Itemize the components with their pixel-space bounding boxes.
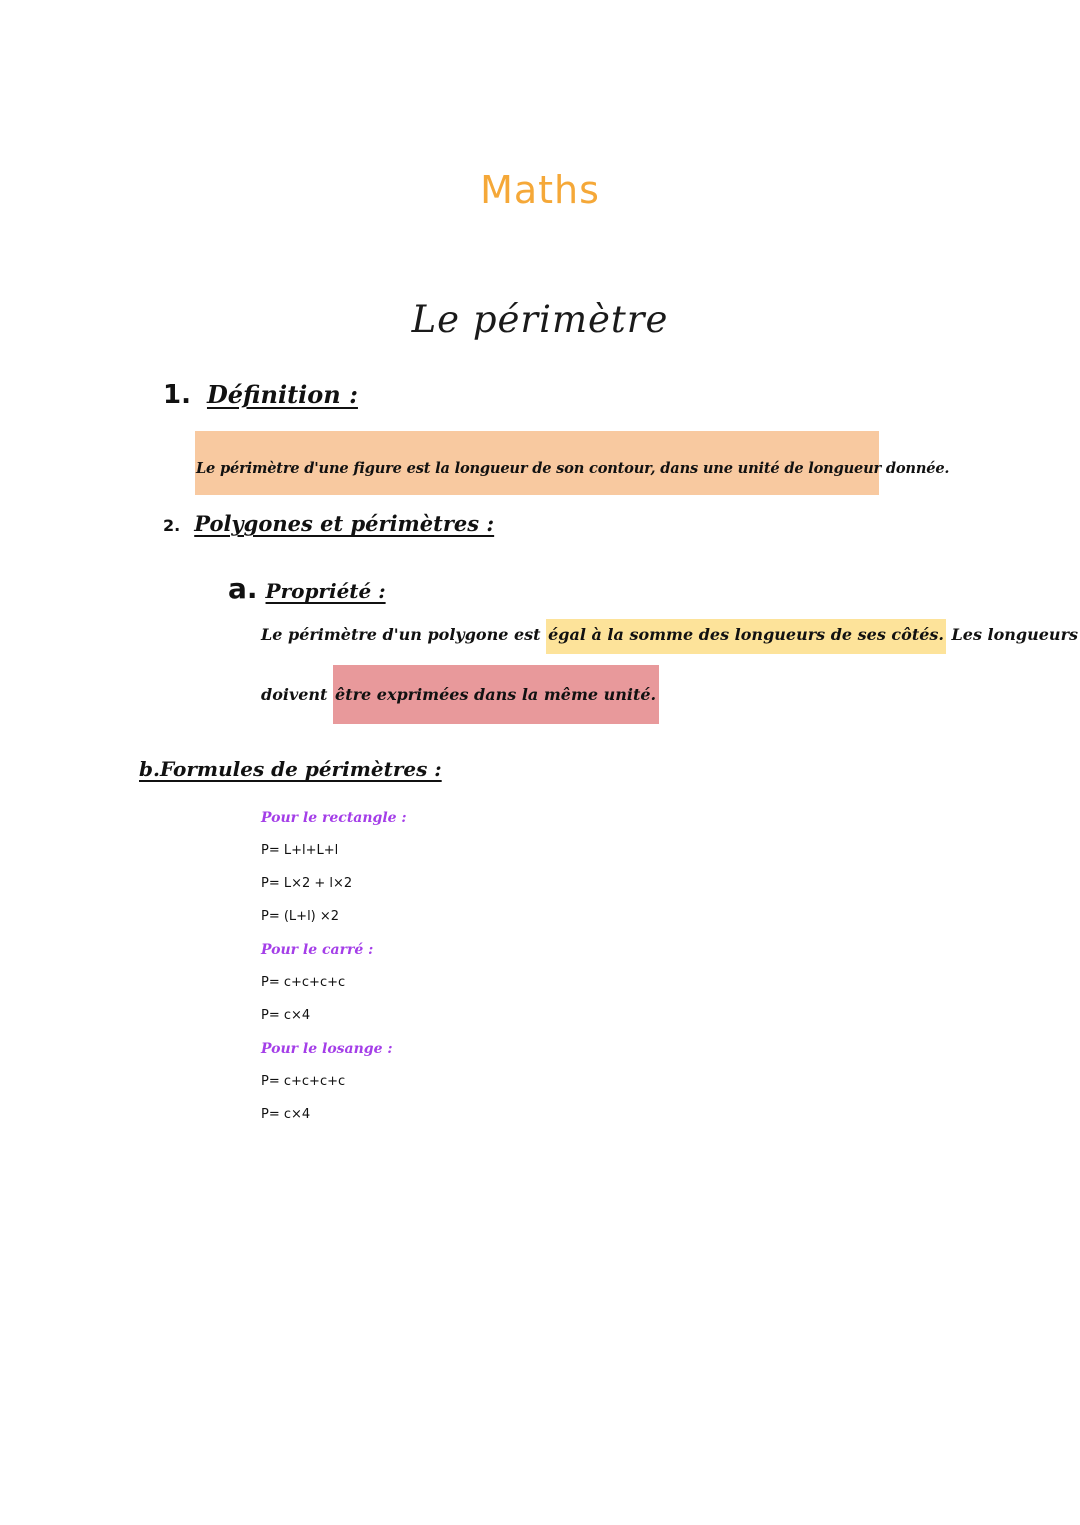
section-label: Définition : (206, 380, 358, 409)
subsection-formulas-heading: b.Formules de périmètres : (139, 757, 442, 781)
section-number: 2. (163, 516, 181, 535)
formula-equation: P= L+l+L+l (261, 843, 339, 858)
subject-title: Maths (480, 168, 600, 212)
formula-heading: Pour le carré : (261, 942, 374, 958)
page-title: Le périmètre (411, 298, 669, 341)
property-text: Le périmètre d'un polygone est (261, 625, 547, 644)
subsection-letter: a. (228, 572, 258, 605)
formula-equation: P= (L+l) ×2 (261, 909, 340, 924)
section-definition-heading (163, 380, 358, 410)
section-polygons-heading (163, 511, 494, 536)
formula-heading: Pour le rectangle : (261, 810, 407, 826)
formula-equation: P= c+c+c+c (261, 1074, 346, 1089)
subsection-label: Propriété : (265, 579, 386, 603)
section-number: 1. (163, 380, 191, 410)
property-line-2 (261, 685, 659, 704)
property-text: doivent (261, 685, 334, 704)
definition-text: Le périmètre d'une figure est la longueur de son contour, dans une unité de longueur donnée. (196, 460, 950, 477)
formula-equation: P= c+c+c+c (261, 975, 346, 990)
formula-equation: P= c×4 (261, 1107, 311, 1122)
formula-heading: Pour le losange : (261, 1041, 393, 1057)
subsection-property-heading (228, 572, 386, 605)
formula-equation: P= L×2 + l×2 (261, 876, 353, 891)
property-text: Les longueurs (945, 625, 1078, 644)
property-line-1 (261, 625, 1078, 644)
section-label: Polygones et périmètres : (194, 511, 495, 536)
property-highlight-red: être exprimées dans la même unité. (333, 665, 659, 724)
property-highlight-yellow: égal à la somme des longueurs de ses côtés. (546, 619, 946, 654)
formula-equation: P= c×4 (261, 1008, 311, 1023)
